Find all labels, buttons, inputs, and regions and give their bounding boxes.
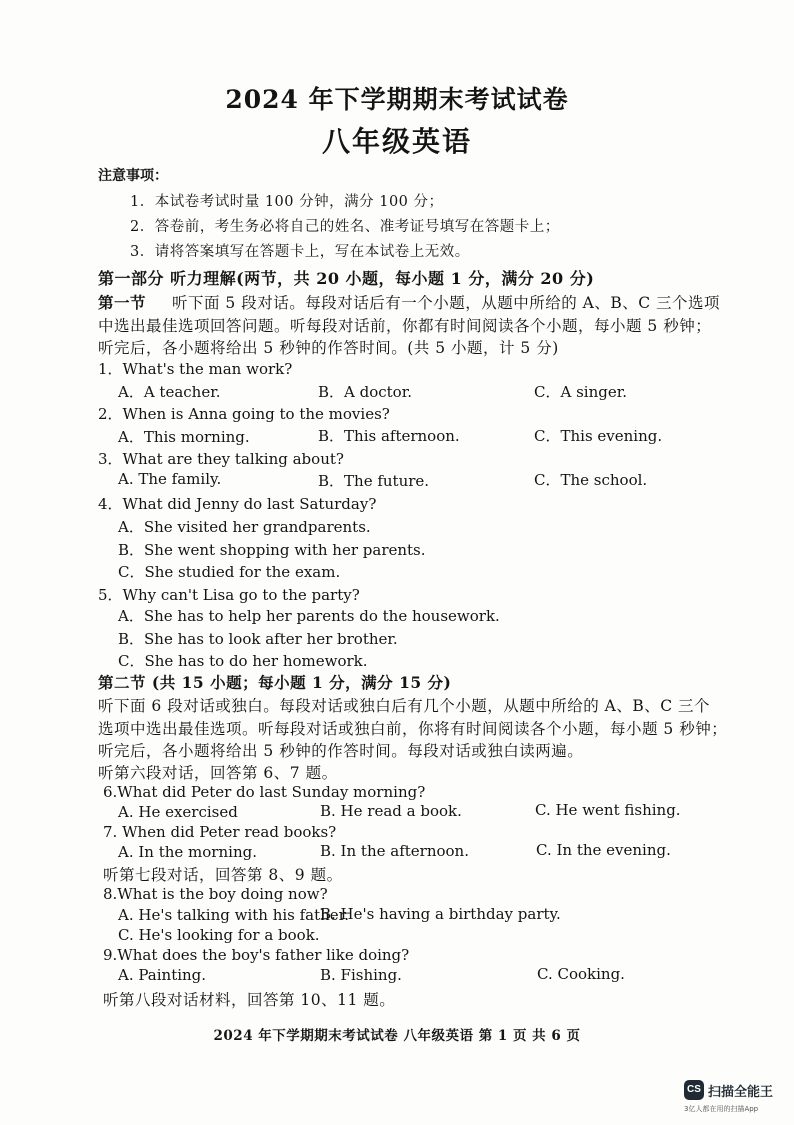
q4-stem: 4．What did Jenny do last Saturday? <box>98 495 377 513</box>
scanner-watermark <box>684 1080 792 1120</box>
q2-option-b: B．This afternoon. <box>318 427 460 445</box>
section1-instr-1: 听下面 5 段对话。每段对话后有一个小题，从题中所给的 A、B、C 三个选项 <box>172 294 721 312</box>
q9-option-c: C. Cooking. <box>537 965 625 983</box>
section1-label: 第一节 <box>98 293 147 312</box>
q9-option-b: B. Fishing. <box>320 966 402 984</box>
q3-option-a: A. The family. <box>118 470 222 488</box>
q6-option-c: C. He went fishing. <box>535 801 681 819</box>
q5-option-b: B．She has to look after her brother. <box>118 630 398 648</box>
q6-option-b: B. He read a book. <box>320 802 462 820</box>
q5-option-c: C．She has to do her homework. <box>118 652 368 670</box>
scanner-tagline: 3亿人都在用的扫描App <box>684 1105 759 1113</box>
notice-item-1: 1．本试卷考试时量 100 分钟，满分 100 分； <box>130 194 444 210</box>
q1-option-b: B．A doctor. <box>318 383 413 401</box>
q8-stem: 8.What is the boy doing now? <box>103 885 328 903</box>
section2-heading: 第二节 (共 15 小题；每小题 1 分，满分 15 分) <box>98 673 452 692</box>
page-footer: 2024 年下学期期末考试试卷 八年级英语 第 1 页 共 6 页 <box>213 1028 581 1044</box>
section2-instr-3: 听完后，各小题将给出 5 秒钟的作答时间。每段对话或独白读两遍。 <box>98 742 584 760</box>
q7-option-b: B. In the afternoon. <box>320 842 469 860</box>
q4-option-a: A．She visited her grandparents. <box>118 518 371 536</box>
q5-stem: 5．Why can't Lisa go to the party? <box>98 586 360 604</box>
part1-heading: 第一部分 听力理解(两节，共 20 小题，每小题 1 分，满分 20 分) <box>98 269 595 288</box>
dialog7-prompt: 听第七段对话，回答第 8、9 题。 <box>103 866 343 884</box>
q6-option-a: A. He exercised <box>118 803 238 821</box>
notice-item-2: 2．答卷前，考生务必将自己的姓名、准考证号填写在答题卡上； <box>130 219 560 235</box>
section1-instr-2: 中选出最佳选项回答问题。听每段对话前，你都有时间阅读各个小题，每小题 5 秒钟； <box>98 317 712 335</box>
q3-option-b: B．The future. <box>318 472 430 490</box>
section2-instr-1: 听下面 6 段对话或独白。每段对话或独白后有几个小题，从题中所给的 A、B、C 三个 <box>98 697 711 715</box>
q1-stem: 1．What's the man work? <box>98 360 293 378</box>
q3-stem: 3．What are they talking about? <box>98 450 344 468</box>
notice-heading: 注意事项： <box>98 168 168 184</box>
q7-option-c: C. In the evening. <box>536 841 671 859</box>
q6-stem: 6.What did Peter do last Sunday morning? <box>103 783 426 801</box>
q9-stem: 9.What does the boy's father like doing? <box>103 946 410 964</box>
q4-option-b: B．She went shopping with her parents. <box>118 541 426 559</box>
q3-option-c: C．The school. <box>534 471 648 489</box>
q4-option-c: C．She studied for the exam. <box>118 563 341 581</box>
section1-instr-3: 听完后，各小题将给出 5 秒钟的作答时间。(共 5 小题，计 5 分) <box>98 339 559 357</box>
q8-option-c: C. He's looking for a book. <box>118 926 320 944</box>
q7-stem: 7. When did Peter read books? <box>103 823 337 841</box>
q2-option-a: A．This morning. <box>118 428 250 446</box>
q5-option-a: A．She has to help her parents do the housework. <box>118 607 500 625</box>
q7-option-a: A. In the morning. <box>118 843 257 861</box>
exam-title: 2024 年下学期期末考试试卷 <box>225 85 569 114</box>
dialog6-prompt: 听第六段对话，回答第 6、7 题。 <box>98 764 338 782</box>
exam-subtitle: 八年级英语 <box>321 125 472 158</box>
notice-item-3: 3．请将答案填写在答题卡上，写在本试卷上无效。 <box>130 244 470 260</box>
q8-option-b: B. He's having a birthday party. <box>320 905 561 923</box>
q2-stem: 2．When is Anna going to the movies? <box>98 405 390 423</box>
q9-option-a: A. Painting. <box>118 966 207 984</box>
q8-option-a: A. He's talking with his father. <box>118 906 349 924</box>
q2-option-c: C．This evening. <box>534 427 663 445</box>
section2-instr-2: 选项中选出最佳选项。听每段对话或独白前，你将有时间阅读各个小题，每小题 5 秒钟； <box>98 720 728 738</box>
q1-option-a: A．A teacher. <box>118 383 221 401</box>
q1-option-c: C．A singer. <box>534 383 628 401</box>
camscanner-logo-icon: CS <box>684 1080 704 1100</box>
dialog8-prompt: 听第八段对话材料，回答第 10、11 题。 <box>103 991 396 1009</box>
scanner-app-name: 扫描全能王 <box>708 1085 774 1100</box>
